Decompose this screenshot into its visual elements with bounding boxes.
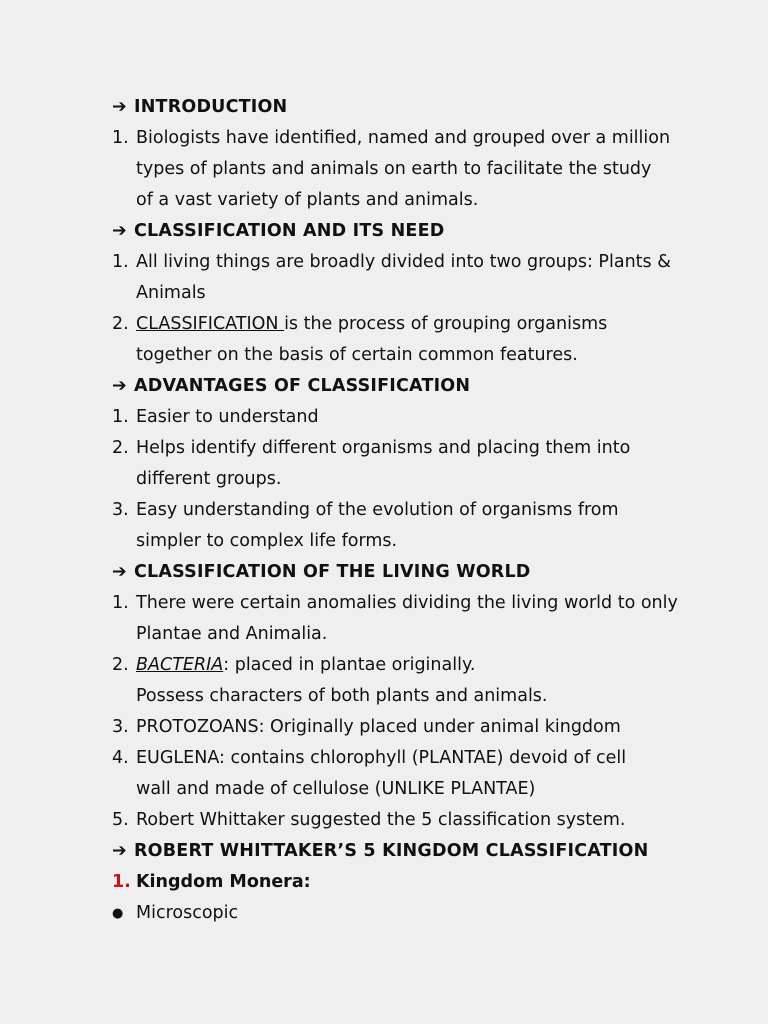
item-number: 2. — [112, 438, 129, 458]
list-item — [112, 123, 712, 154]
list-item — [112, 247, 712, 278]
list-item — [112, 433, 712, 464]
heading-text: ADVANTAGES OF CLASSIFICATION — [134, 376, 471, 396]
underlined-term: CLASSIFICATION — [136, 314, 285, 334]
list-item — [112, 867, 712, 898]
arrow-icon: ➔ — [112, 376, 127, 396]
item-text: Robert Whittaker suggested the 5 classification system. — [136, 810, 626, 830]
item-text: Helps identify different organisms and placing them into — [136, 438, 631, 458]
item-number: 1. — [112, 128, 129, 148]
arrow-icon: ➔ — [112, 841, 127, 861]
arrow-icon: ➔ — [112, 562, 127, 582]
document-content — [112, 92, 712, 929]
heading-text: ROBERT WHITTAKER’S 5 KINGDOM CLASSIFICATION — [134, 841, 649, 861]
item-number: 4. — [112, 748, 129, 768]
item-text: All living things are broadly divided into two groups: Plants & — [136, 252, 671, 272]
bullet-item — [112, 898, 712, 929]
item-number: 1. — [112, 407, 129, 427]
list-item-continuation: different groups. — [136, 469, 282, 489]
heading-text: CLASSIFICATION AND ITS NEED — [134, 221, 445, 241]
item-number: 3. — [112, 717, 129, 737]
heading-living-world — [112, 557, 712, 588]
item-text: Easier to understand — [136, 407, 319, 427]
kingdom-label: Kingdom Monera: — [136, 872, 311, 892]
list-item — [112, 495, 712, 526]
heading-classification-need — [112, 216, 712, 247]
list-item — [112, 650, 712, 681]
list-item — [112, 805, 712, 836]
item-text: PROTOZOANS: Originally placed under animal kingdom — [136, 717, 621, 737]
heading-advantages — [112, 371, 712, 402]
item-text: Easy understanding of the evolution of organisms from — [136, 500, 619, 520]
item-number: 1. — [112, 593, 129, 613]
list-item — [112, 743, 712, 774]
heading-text: CLASSIFICATION OF THE LIVING WORLD — [134, 562, 531, 582]
item-text: Microscopic — [136, 903, 239, 923]
list-item — [112, 402, 712, 433]
arrow-icon: ➔ — [112, 221, 127, 241]
list-item — [112, 588, 712, 619]
item-text: Biologists have identified, named and grouped over a million — [136, 128, 671, 148]
heading-text: INTRODUCTION — [134, 97, 288, 117]
list-item-continuation: simpler to complex life forms. — [136, 531, 398, 551]
item-number: 3. — [112, 500, 129, 520]
list-item-continuation: Plantae and Animalia. — [136, 624, 328, 644]
underlined-term: BACTERIA — [136, 655, 224, 675]
arrow-icon: ➔ — [112, 97, 127, 117]
item-text: EUGLENA: contains chlorophyll (PLANTAE) devoid of cell — [136, 748, 627, 768]
heading-introduction — [112, 92, 712, 123]
bullet-icon: ● — [112, 906, 124, 921]
heading-whittaker — [112, 836, 712, 867]
list-item-continuation: wall and made of cellulose (UNLIKE PLANTAE) — [136, 779, 536, 799]
list-item-continuation: Animals — [136, 283, 206, 303]
item-number: 1. — [112, 872, 131, 892]
item-number: 1. — [112, 252, 129, 272]
item-text: is the process of grouping organisms — [284, 314, 608, 334]
item-text: There were certain anomalies dividing the living world to only — [136, 593, 678, 613]
list-item — [112, 712, 712, 743]
list-item — [112, 309, 712, 340]
item-number: 5. — [112, 810, 129, 830]
item-text: : placed in plantae originally. — [223, 655, 476, 675]
list-item-continuation: Possess characters of both plants and animals. — [136, 686, 548, 706]
item-number: 2. — [112, 655, 129, 675]
list-item-continuation: of a vast variety of plants and animals. — [136, 190, 479, 210]
list-item-continuation: types of plants and animals on earth to facilitate the study — [136, 159, 652, 179]
item-number: 2. — [112, 314, 129, 334]
list-item-continuation: together on the basis of certain common features. — [136, 345, 578, 365]
